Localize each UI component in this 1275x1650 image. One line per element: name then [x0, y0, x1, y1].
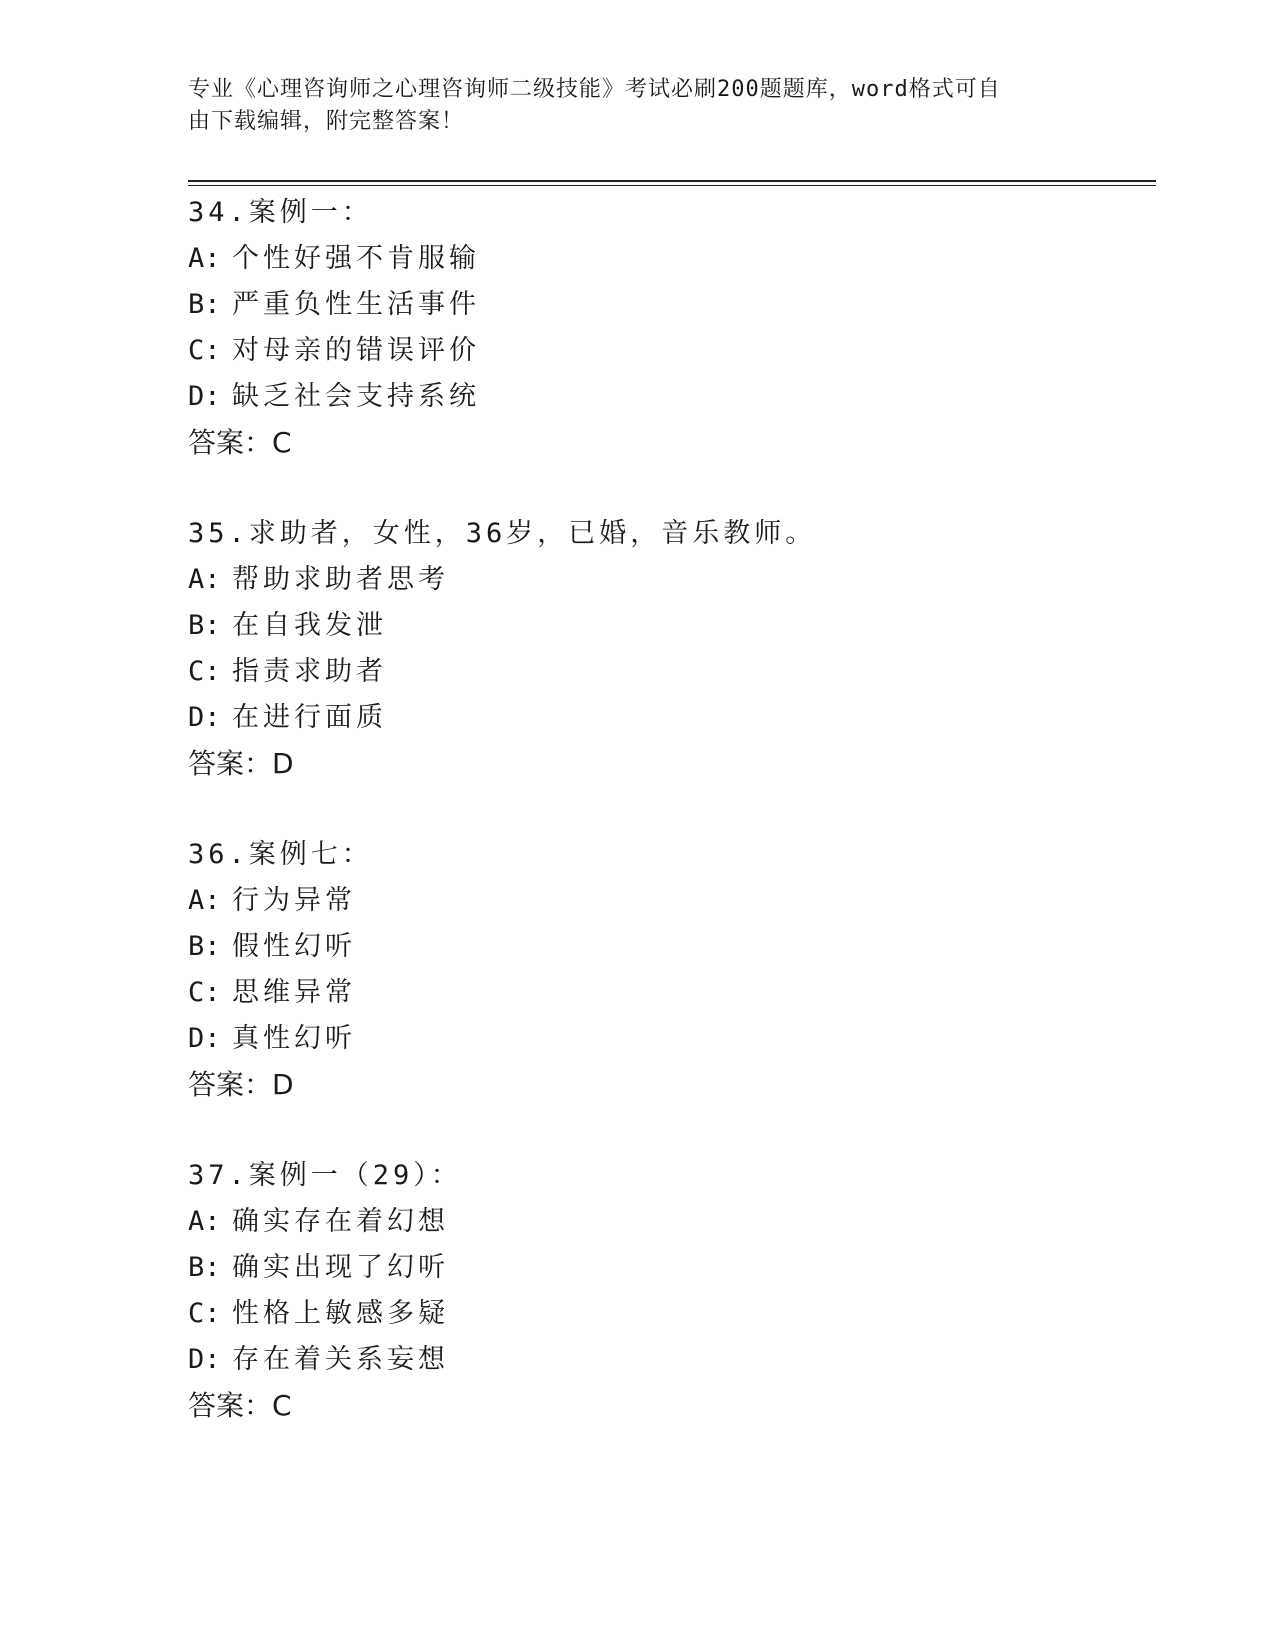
- question-36: [188, 832, 1148, 1108]
- option-text: 指责求助者: [232, 656, 387, 687]
- option-text: 严重负性生活事件: [232, 289, 480, 320]
- option-text: 帮助求助者思考: [232, 564, 449, 595]
- answer-line: 答案：C: [188, 1389, 292, 1422]
- option-letter: C:: [188, 656, 221, 687]
- option-letter: D:: [188, 381, 221, 412]
- option-b: [188, 603, 1148, 649]
- header-line-2: 由下载编辑，附完整答案！: [188, 109, 465, 134]
- option-text: 真性幻听: [232, 1023, 356, 1054]
- option-text: 在自我发泄: [232, 610, 387, 641]
- option-letter: C:: [188, 1298, 221, 1329]
- answer-line: 答案：D: [188, 1068, 294, 1101]
- question-stem: 37.案例一（29）：: [188, 1160, 462, 1191]
- option-c: [188, 649, 1148, 695]
- answer-line: 答案：D: [188, 747, 294, 780]
- option-a: [188, 557, 1148, 603]
- option-b: [188, 282, 1148, 328]
- question-35: [188, 511, 1148, 787]
- option-c: [188, 328, 1148, 374]
- option-d: [188, 1016, 1148, 1062]
- question-34: [188, 190, 1148, 466]
- question-stem: 36.案例七：: [188, 839, 373, 870]
- option-letter: D:: [188, 1344, 221, 1375]
- question-37: [188, 1153, 1148, 1429]
- option-text: 思维异常: [232, 977, 356, 1008]
- option-text: 性格上敏感多疑: [232, 1298, 449, 1329]
- option-text: 对母亲的错误评价: [232, 335, 480, 366]
- question-stem: 35.求助者，女性，36岁，已婚，音乐教师。: [188, 518, 817, 549]
- option-d: [188, 374, 1148, 420]
- option-text: 缺乏社会支持系统: [232, 381, 480, 412]
- document-header: [188, 74, 1088, 138]
- option-letter: A:: [188, 564, 221, 595]
- option-letter: A:: [188, 885, 221, 916]
- option-b: [188, 924, 1148, 970]
- option-text: 存在着关系妄想: [232, 1344, 449, 1375]
- option-text: 在进行面质: [232, 702, 387, 733]
- option-a: [188, 1199, 1148, 1245]
- option-b: [188, 1245, 1148, 1291]
- option-letter: B:: [188, 289, 221, 320]
- option-c: [188, 970, 1148, 1016]
- option-letter: B:: [188, 931, 221, 962]
- option-letter: A:: [188, 243, 221, 274]
- option-letter: D:: [188, 702, 221, 733]
- option-letter: B:: [188, 610, 221, 641]
- question-list: [188, 190, 1148, 1474]
- option-text: 行为异常: [232, 885, 356, 916]
- option-text: 确实存在着幻想: [232, 1206, 449, 1237]
- option-letter: B:: [188, 1252, 221, 1283]
- option-text: 确实出现了幻听: [232, 1252, 449, 1283]
- question-stem: 34.案例一：: [188, 197, 373, 228]
- option-c: [188, 1291, 1148, 1337]
- header-line-1: 专业《心理咨询师之心理咨询师二级技能》考试必刷200题题库，word格式可自: [188, 77, 1001, 102]
- header-divider-thin: [188, 185, 1156, 186]
- option-d: [188, 1337, 1148, 1383]
- option-letter: C:: [188, 335, 221, 366]
- answer-line: 答案：C: [188, 426, 292, 459]
- option-d: [188, 695, 1148, 741]
- option-a: [188, 878, 1148, 924]
- option-letter: D:: [188, 1023, 221, 1054]
- option-letter: C:: [188, 977, 221, 1008]
- header-divider-thick: [188, 180, 1156, 182]
- option-text: 个性好强不肯服输: [232, 243, 480, 274]
- option-a: [188, 236, 1148, 282]
- option-letter: A:: [188, 1206, 221, 1237]
- option-text: 假性幻听: [232, 931, 356, 962]
